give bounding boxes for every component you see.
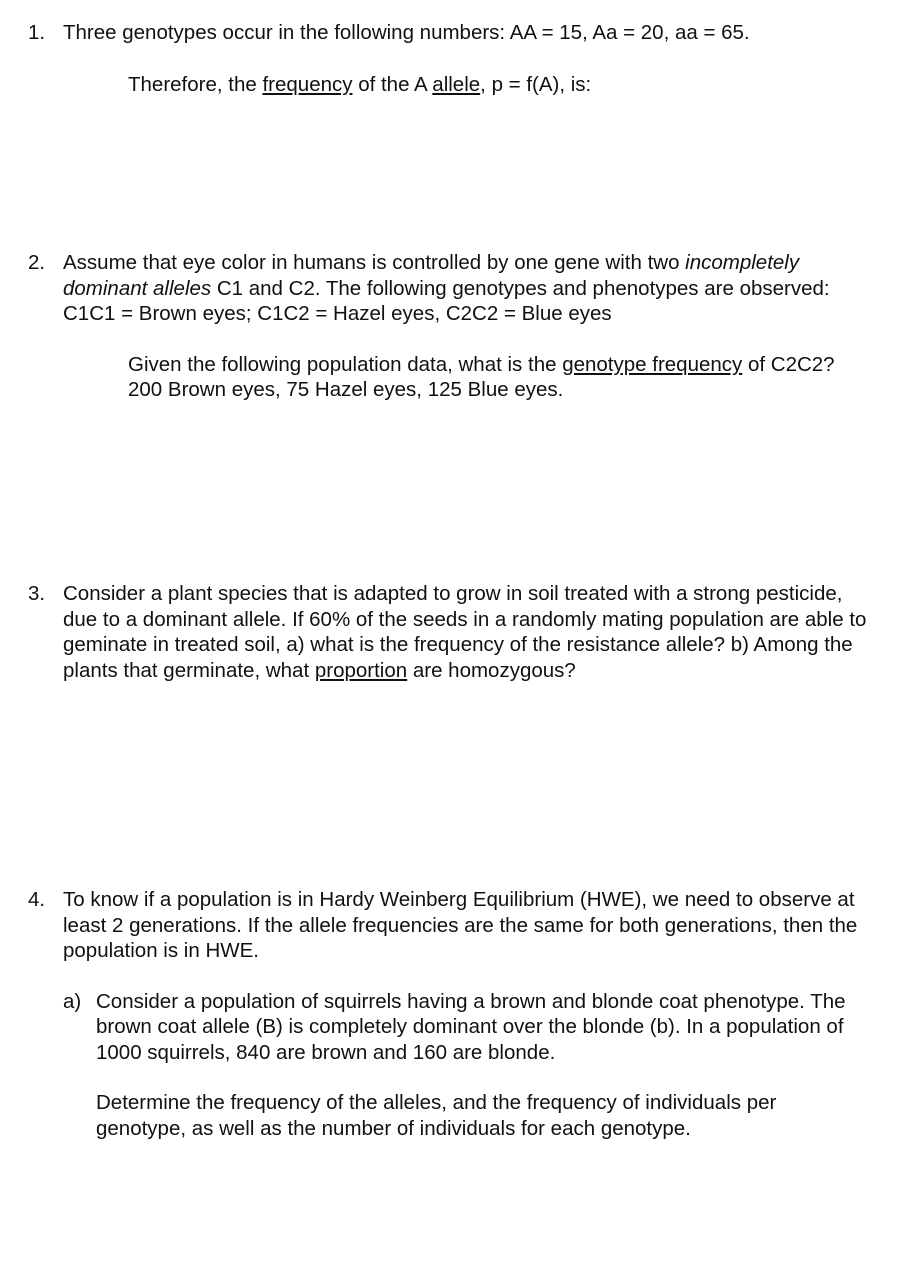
- frequency-term: frequency: [262, 72, 353, 96]
- question-4: [28, 887, 871, 1141]
- question-3: [28, 581, 871, 683]
- question-2-text: [63, 250, 871, 327]
- question-1: [28, 20, 871, 97]
- question-2-given: [128, 352, 861, 378]
- question-3-text: [63, 581, 871, 683]
- question-4a-label: a): [63, 989, 82, 1013]
- question-4a-text: Consider a population of squirrels having a brown and blonde coat phenotype. The brown coat allele (B) is completely dominant over the blonde (b). In a population of 1000 squirrels, 840 are brown and 160 are blonde.: [96, 989, 846, 1064]
- question-4a-instruction: Determine the frequency of the alleles, and the frequency of individuals per genotype, as well as the number of individuals for each genotype.: [96, 1091, 777, 1140]
- genotype-frequency-term: genotype frequency: [562, 352, 743, 376]
- question-1-text: Three genotypes occur in the following numbers: AA = 15, Aa = 20, aa = 65.: [63, 21, 750, 44]
- given-text-end: of C2C2?: [742, 352, 835, 376]
- incompletely-dominant-term: incompletely dominant alleles: [63, 251, 800, 300]
- proportion-term: proportion: [314, 658, 408, 682]
- question-3-text-start: Consider a plant species that is adapted to grow in soil treated with a strong pesticide, due to a dominant allele. If 60% of the seeds in a randomly mating population are able to geminate in treated soil, a) what is the frequency of the resistance allele? b) Among the plants that germinate, what: [63, 582, 867, 682]
- allele-term: allele: [432, 72, 481, 96]
- question-2-number: 2.: [28, 251, 46, 274]
- question-2: [28, 250, 871, 403]
- question-2-text-end: C1 and C2. The following genotypes and phenotypes are observed: C1C1 = Brown eyes; C1C2 = Hazel eyes, C2C2 = Blue eyes: [63, 276, 830, 325]
- followup-text-mid: of the A: [352, 72, 433, 96]
- given-text: Given the following population data, what is the: [128, 352, 563, 376]
- followup-text: Therefore, the: [128, 72, 263, 96]
- question-4a: [63, 989, 871, 1142]
- question-1-number: 1.: [28, 21, 46, 44]
- question-3-text-end: are homozygous?: [407, 658, 576, 682]
- question-4-number: 4.: [28, 888, 46, 911]
- question-3-number: 3.: [28, 582, 46, 605]
- followup-text-end: , p = f(A), is:: [480, 72, 592, 96]
- question-4-text: To know if a population is in Hardy Weinberg Equilibrium (HWE), we need to observe at least 2 generations. If the allele frequencies are the same for both generations, then the population is in HWE.: [63, 888, 858, 962]
- question-1-followup: [128, 72, 871, 98]
- question-2-text-start: Assume that eye color in humans is controlled by one gene with two: [63, 251, 686, 274]
- population-data: 200 Brown eyes, 75 Hazel eyes, 125 Blue eyes.: [128, 378, 564, 401]
